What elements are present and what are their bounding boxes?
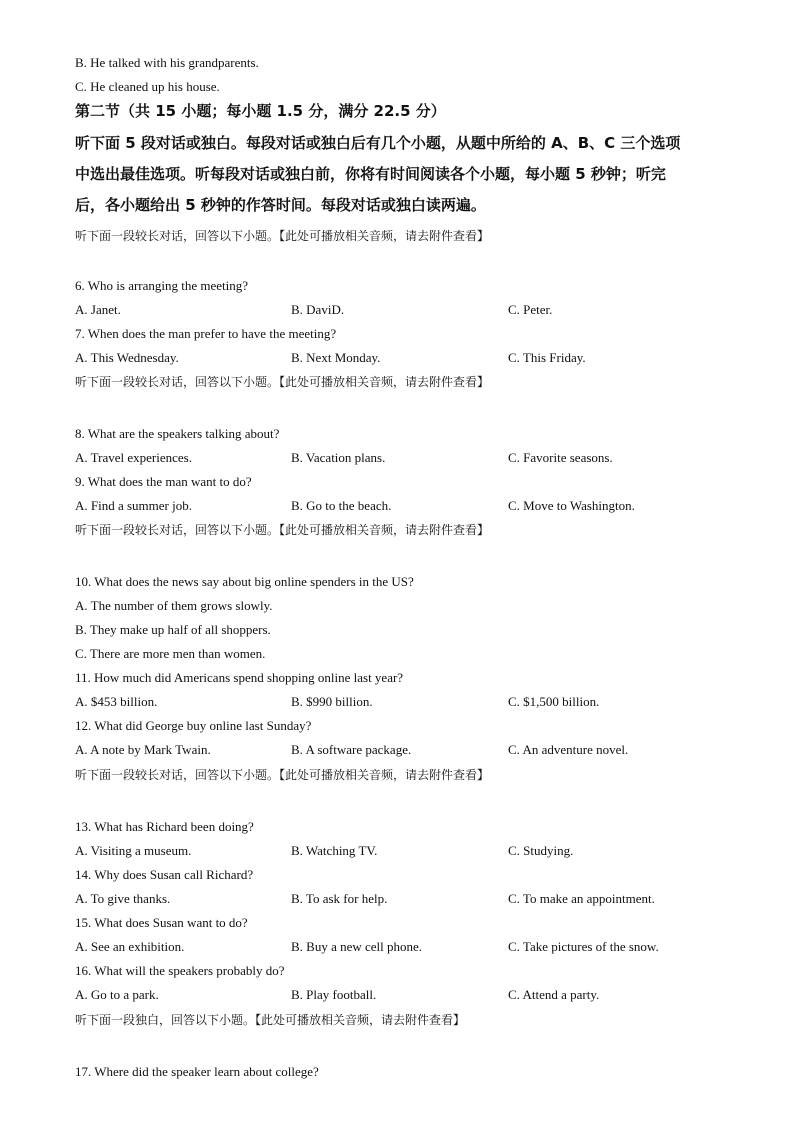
question-14-stem: 14. Why does Susan call Richard? (75, 867, 254, 882)
option-b-prev: B. He talked with his grandparents. (75, 55, 259, 70)
question-16-stem: 16. What will the speakers probably do? (75, 963, 285, 978)
question-11-option-a[interactable]: A. $453 billion. (75, 694, 158, 709)
question-8-option-b[interactable]: B. Vacation plans. (291, 450, 386, 465)
question-12-stem: 12. What did George buy online last Sunday? (75, 718, 312, 733)
section-title: 第二节（共 15 小题；每小题 1.5 分，满分 22.5 分） (75, 102, 446, 120)
question-10-option-c[interactable]: C. There are more men than women. (75, 646, 266, 661)
question-9-option-b[interactable]: B. Go to the beach. (291, 498, 392, 513)
question-7-option-a[interactable]: A. This Wednesday. (75, 350, 179, 365)
question-8-stem: 8. What are the speakers talking about? (75, 426, 280, 441)
audio-note-monologue[interactable]: 听下面一段独白，回答以下小题。【此处可播放相关音频，请去附件查看】 (75, 1013, 466, 1027)
question-12-option-b[interactable]: B. A software package. (291, 742, 412, 757)
question-6-stem: 6. Who is arranging the meeting? (75, 278, 249, 293)
audio-note-dialog-2[interactable]: 听下面一段较长对话，回答以下小题。【此处可播放相关音频，请去附件查看】 (75, 375, 490, 389)
question-8-option-c[interactable]: C. Favorite seasons. (508, 450, 613, 465)
instructions-line-3: 后，各小题给出 5 秒钟的作答时间。每段对话或独白读两遍。 (75, 196, 486, 214)
question-11-option-b[interactable]: B. $990 billion. (291, 694, 373, 709)
question-6-option-c[interactable]: C. Peter. (508, 302, 553, 317)
question-12-option-a[interactable]: A. A note by Mark Twain. (75, 742, 211, 757)
question-10-option-a[interactable]: A. The number of them grows slowly. (75, 598, 273, 613)
question-15-option-b[interactable]: B. Buy a new cell phone. (291, 939, 423, 954)
question-6-option-a[interactable]: A. Janet. (75, 302, 121, 317)
audio-note-dialog-1[interactable]: 听下面一段较长对话，回答以下小题。【此处可播放相关音频，请去附件查看】 (75, 229, 490, 243)
question-13-option-a[interactable]: A. Visiting a museum. (75, 843, 192, 858)
question-7-option-c[interactable]: C. This Friday. (508, 350, 586, 365)
question-14-option-c[interactable]: C. To make an appointment. (508, 891, 655, 906)
question-8-option-a[interactable]: A. Travel experiences. (75, 450, 192, 465)
question-16-option-a[interactable]: A. Go to a park. (75, 987, 159, 1002)
question-11-stem: 11. How much did Americans spend shopping online last year? (75, 670, 404, 685)
question-9-option-c[interactable]: C. Move to Washington. (508, 498, 635, 513)
question-13-stem: 13. What has Richard been doing? (75, 819, 254, 834)
option-c-prev: C. He cleaned up his house. (75, 79, 220, 94)
question-15-option-c[interactable]: C. Take pictures of the snow. (508, 939, 659, 954)
question-10-stem: 10. What does the news say about big online spenders in the US? (75, 574, 414, 589)
question-16-option-c[interactable]: C. Attend a party. (508, 987, 600, 1002)
question-13-option-b[interactable]: B. Watching TV. (291, 843, 378, 858)
question-12-option-c[interactable]: C. An adventure novel. (508, 742, 629, 757)
question-15-option-a[interactable]: A. See an exhibition. (75, 939, 185, 954)
question-9-option-a[interactable]: A. Find a summer job. (75, 498, 192, 513)
question-17-stem: 17. Where did the speaker learn about college? (75, 1064, 319, 1079)
question-13-option-c[interactable]: C. Studying. (508, 843, 574, 858)
question-6-option-b[interactable]: B. DaviD. (291, 302, 345, 317)
question-14-option-b[interactable]: B. To ask for help. (291, 891, 388, 906)
question-7-option-b[interactable]: B. Next Monday. (291, 350, 381, 365)
question-15-stem: 15. What does Susan want to do? (75, 915, 248, 930)
question-10-option-b[interactable]: B. They make up half of all shoppers. (75, 622, 271, 637)
question-14-option-a[interactable]: A. To give thanks. (75, 891, 171, 906)
question-9-stem: 9. What does the man want to do? (75, 474, 252, 489)
question-16-option-b[interactable]: B. Play football. (291, 987, 377, 1002)
instructions-line-1: 听下面 5 段对话或独白。每段对话或独白后有几个小题，从题中所给的 A、B、C 三个选项 (75, 134, 681, 152)
instructions-line-2: 中选出最佳选项。听每段对话或独白前，你将有时间阅读各个小题，每小题 5 秒钟；听完 (75, 165, 666, 183)
audio-note-dialog-4[interactable]: 听下面一段较长对话，回答以下小题。【此处可播放相关音频，请去附件查看】 (75, 768, 490, 782)
audio-note-dialog-3[interactable]: 听下面一段较长对话，回答以下小题。【此处可播放相关音频，请去附件查看】 (75, 523, 490, 537)
question-7-stem: 7. When does the man prefer to have the meeting? (75, 326, 337, 341)
question-11-option-c[interactable]: C. $1,500 billion. (508, 694, 600, 709)
